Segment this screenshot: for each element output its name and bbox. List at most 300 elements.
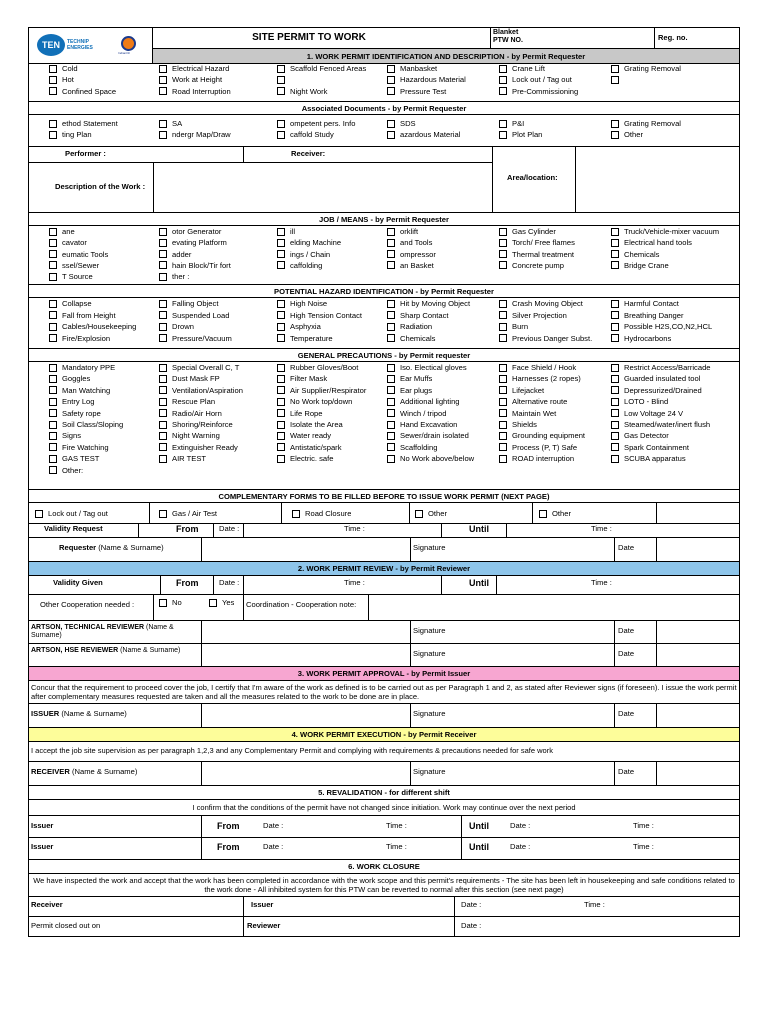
comp-road-closure[interactable] xyxy=(292,508,351,519)
checkbox[interactable] xyxy=(611,334,619,342)
associated-option[interactable] xyxy=(159,129,275,140)
checkbox[interactable] xyxy=(159,375,167,383)
checkbox[interactable] xyxy=(499,76,507,84)
hazards-option[interactable] xyxy=(49,298,157,309)
job-means-option[interactable] xyxy=(387,249,497,260)
section1-option[interactable] xyxy=(499,63,609,74)
precautions-option[interactable] xyxy=(387,419,497,430)
checkbox[interactable] xyxy=(277,120,285,128)
precautions-option[interactable] xyxy=(159,453,275,464)
checkbox[interactable] xyxy=(499,386,507,394)
checkbox[interactable] xyxy=(49,466,57,474)
hazards-option[interactable] xyxy=(159,321,275,332)
checkbox[interactable] xyxy=(499,432,507,440)
checkbox[interactable] xyxy=(49,386,57,394)
hazards-option[interactable] xyxy=(49,333,157,344)
precautions-option[interactable] xyxy=(277,396,385,407)
section1-option[interactable] xyxy=(49,63,157,74)
precautions-option[interactable] xyxy=(499,408,609,419)
precautions-option[interactable] xyxy=(49,385,157,396)
job-means-option[interactable] xyxy=(49,271,157,282)
checkbox[interactable] xyxy=(387,375,395,383)
checkbox[interactable] xyxy=(159,120,167,128)
checkbox[interactable] xyxy=(499,228,507,236)
checkbox[interactable] xyxy=(277,261,285,269)
checkbox[interactable] xyxy=(49,409,57,417)
checkbox[interactable] xyxy=(49,273,57,281)
hazards-option[interactable] xyxy=(49,310,157,321)
checkbox[interactable] xyxy=(49,323,57,331)
checkbox[interactable] xyxy=(387,65,395,73)
precautions-option[interactable] xyxy=(159,430,275,441)
checkbox[interactable] xyxy=(387,432,395,440)
checkbox[interactable] xyxy=(611,76,619,84)
checkbox[interactable] xyxy=(159,409,167,417)
precautions-option[interactable] xyxy=(499,442,609,453)
hazards-option[interactable] xyxy=(49,321,157,332)
checkbox[interactable] xyxy=(49,261,57,269)
checkbox[interactable] xyxy=(611,443,619,451)
checkbox[interactable] xyxy=(49,421,57,429)
checkbox[interactable] xyxy=(277,421,285,429)
section1-option[interactable] xyxy=(49,74,157,85)
section1-option[interactable] xyxy=(499,74,609,85)
precautions-option[interactable] xyxy=(49,362,157,373)
checkbox[interactable] xyxy=(277,364,285,372)
precautions-option[interactable] xyxy=(499,362,609,373)
precautions-option[interactable] xyxy=(387,442,497,453)
checkbox[interactable] xyxy=(159,455,167,463)
checkbox[interactable] xyxy=(49,65,57,73)
section1-option[interactable] xyxy=(159,86,275,97)
hazards-option[interactable] xyxy=(499,333,609,344)
section1-option[interactable] xyxy=(387,74,497,85)
checkbox[interactable] xyxy=(611,421,619,429)
checkbox[interactable] xyxy=(49,311,57,319)
hazards-option[interactable] xyxy=(611,298,737,309)
checkbox[interactable] xyxy=(159,300,167,308)
precautions-option[interactable] xyxy=(277,373,385,384)
checkbox[interactable] xyxy=(159,323,167,331)
checkbox[interactable] xyxy=(611,455,619,463)
job-means-option[interactable] xyxy=(159,226,275,237)
precautions-option[interactable] xyxy=(277,385,385,396)
checkbox[interactable] xyxy=(387,250,395,258)
checkbox[interactable] xyxy=(387,398,395,406)
job-means-option[interactable] xyxy=(277,237,385,248)
checkbox[interactable] xyxy=(611,250,619,258)
precautions-option[interactable] xyxy=(387,396,497,407)
precautions-option[interactable] xyxy=(499,419,609,430)
associated-option[interactable] xyxy=(611,118,737,129)
precautions-option[interactable] xyxy=(387,385,497,396)
checkbox[interactable] xyxy=(277,323,285,331)
hazards-option[interactable] xyxy=(387,298,497,309)
checkbox[interactable] xyxy=(277,300,285,308)
hazards-option[interactable] xyxy=(499,298,609,309)
checkbox[interactable] xyxy=(387,364,395,372)
coop-no[interactable] xyxy=(159,597,182,608)
checkbox[interactable] xyxy=(499,375,507,383)
checkbox[interactable] xyxy=(277,87,285,95)
hazards-option[interactable] xyxy=(611,321,737,332)
checkbox[interactable] xyxy=(387,443,395,451)
comp-lockout[interactable] xyxy=(35,508,108,519)
precautions-option[interactable] xyxy=(611,430,737,441)
checkbox[interactable] xyxy=(159,443,167,451)
checkbox[interactable] xyxy=(159,250,167,258)
precautions-option[interactable] xyxy=(49,396,157,407)
checkbox[interactable] xyxy=(387,228,395,236)
job-means-option[interactable] xyxy=(611,249,737,260)
precautions-option[interactable] xyxy=(159,373,275,384)
checkbox[interactable] xyxy=(499,300,507,308)
checkbox[interactable] xyxy=(49,120,57,128)
hazards-option[interactable] xyxy=(387,333,497,344)
associated-option[interactable] xyxy=(387,129,497,140)
checkbox[interactable] xyxy=(387,409,395,417)
precautions-option[interactable] xyxy=(499,373,609,384)
description-field[interactable] xyxy=(154,163,491,211)
requester-name-field[interactable] xyxy=(202,538,410,560)
checkbox[interactable] xyxy=(159,334,167,342)
checkbox[interactable] xyxy=(499,398,507,406)
job-means-option[interactable] xyxy=(49,260,157,271)
checkbox[interactable] xyxy=(277,375,285,383)
section1-option[interactable] xyxy=(387,63,497,74)
hazards-option[interactable] xyxy=(159,298,275,309)
precautions-option[interactable] xyxy=(277,442,385,453)
precautions-option[interactable] xyxy=(611,396,737,407)
comp-other-1[interactable] xyxy=(415,508,447,519)
precautions-option[interactable] xyxy=(159,385,275,396)
precautions-option[interactable] xyxy=(49,373,157,384)
section1-option[interactable] xyxy=(277,74,385,85)
checkbox[interactable] xyxy=(49,455,57,463)
checkbox[interactable] xyxy=(611,432,619,440)
checkbox[interactable] xyxy=(499,409,507,417)
precautions-option[interactable] xyxy=(49,465,157,476)
checkbox[interactable] xyxy=(387,261,395,269)
checkbox[interactable] xyxy=(611,409,619,417)
comp-gas-air[interactable] xyxy=(159,508,217,519)
checkbox[interactable] xyxy=(499,131,507,139)
section6-title xyxy=(29,860,739,873)
associated-option[interactable] xyxy=(49,118,157,129)
checkbox[interactable] xyxy=(159,386,167,394)
checkbox[interactable] xyxy=(159,261,167,269)
associated-option[interactable] xyxy=(611,129,737,140)
precautions-option[interactable] xyxy=(611,453,737,464)
checkbox[interactable] xyxy=(611,239,619,247)
precautions-option[interactable] xyxy=(49,442,157,453)
checkbox[interactable] xyxy=(387,323,395,331)
checkbox[interactable] xyxy=(159,273,167,281)
precautions-option[interactable] xyxy=(499,453,609,464)
precautions-option[interactable] xyxy=(277,430,385,441)
precautions-option-label: Air Supplier/Respirator xyxy=(290,385,367,395)
section1-option[interactable] xyxy=(611,74,737,85)
checkbox[interactable] xyxy=(387,131,395,139)
hazards-option[interactable] xyxy=(159,333,275,344)
checkbox[interactable] xyxy=(159,364,167,372)
checkbox[interactable] xyxy=(387,334,395,342)
checkbox[interactable] xyxy=(49,398,57,406)
job-means-option-label: ssel/Sewer xyxy=(62,260,100,270)
precautions-option[interactable] xyxy=(159,442,275,453)
checkbox[interactable] xyxy=(499,250,507,258)
area-field[interactable] xyxy=(576,147,738,211)
checkbox[interactable] xyxy=(499,87,507,95)
job-means-option[interactable] xyxy=(159,237,275,248)
checkbox[interactable] xyxy=(387,455,395,463)
section1-option[interactable] xyxy=(387,86,497,97)
job-means-option[interactable] xyxy=(611,237,737,248)
job-means-option[interactable] xyxy=(499,249,609,260)
checkbox[interactable] xyxy=(159,76,167,84)
checkbox[interactable] xyxy=(49,334,57,342)
job-means-option[interactable] xyxy=(159,249,275,260)
precautions-option[interactable] xyxy=(159,419,275,430)
checkbox[interactable] xyxy=(611,120,619,128)
precautions-option[interactable] xyxy=(499,396,609,407)
checkbox[interactable] xyxy=(49,443,57,451)
associated-option[interactable] xyxy=(277,118,385,129)
checkbox[interactable] xyxy=(387,76,395,84)
job-means-option[interactable] xyxy=(611,260,737,271)
precautions-option[interactable] xyxy=(387,373,497,384)
section1-option[interactable] xyxy=(159,63,275,74)
section1-option[interactable] xyxy=(49,86,157,97)
hazards-option[interactable] xyxy=(499,321,609,332)
job-means-option[interactable] xyxy=(499,237,609,248)
precautions-option[interactable] xyxy=(159,396,275,407)
checkbox[interactable] xyxy=(499,443,507,451)
checkbox[interactable] xyxy=(277,386,285,394)
precautions-option[interactable] xyxy=(49,419,157,430)
section1-option[interactable] xyxy=(277,63,385,74)
precautions-option[interactable] xyxy=(159,408,275,419)
checkbox[interactable] xyxy=(277,443,285,451)
job-means-option[interactable] xyxy=(49,226,157,237)
job-means-option[interactable] xyxy=(159,260,275,271)
job-means-option[interactable] xyxy=(387,237,497,248)
checkbox[interactable] xyxy=(159,65,167,73)
associated-option[interactable] xyxy=(499,118,609,129)
hazards-option[interactable] xyxy=(277,321,385,332)
associated-option[interactable] xyxy=(159,118,275,129)
checkbox[interactable] xyxy=(611,261,619,269)
checkbox[interactable] xyxy=(277,432,285,440)
coop-yes[interactable] xyxy=(209,597,234,608)
checkbox[interactable] xyxy=(277,65,285,73)
checkbox[interactable] xyxy=(387,300,395,308)
checkbox[interactable] xyxy=(277,76,285,84)
job-means-option[interactable] xyxy=(49,237,157,248)
precautions-option-label: Lifejacket xyxy=(512,385,545,395)
checkbox[interactable] xyxy=(49,364,57,372)
checkbox[interactable] xyxy=(49,76,57,84)
precautions-option[interactable] xyxy=(277,453,385,464)
receiver-date: Date xyxy=(618,767,635,776)
checkbox[interactable] xyxy=(499,239,507,247)
precautions-option[interactable] xyxy=(49,453,157,464)
section1-option-label: Grating Removal xyxy=(624,64,681,73)
checkbox[interactable] xyxy=(49,131,57,139)
associated-option[interactable] xyxy=(277,129,385,140)
checkbox[interactable] xyxy=(159,398,167,406)
precautions-option[interactable] xyxy=(387,362,497,373)
checkbox[interactable] xyxy=(277,398,285,406)
checkbox[interactable] xyxy=(611,65,619,73)
associated-option[interactable] xyxy=(387,118,497,129)
hazards-option[interactable] xyxy=(277,333,385,344)
checkbox[interactable] xyxy=(159,421,167,429)
hazards-option[interactable] xyxy=(499,310,609,321)
job-means-option[interactable] xyxy=(387,226,497,237)
job-means-option[interactable] xyxy=(611,226,737,237)
checkbox[interactable] xyxy=(209,599,217,607)
reval1-until: Until xyxy=(469,821,489,831)
checkbox[interactable] xyxy=(49,375,57,383)
section1-option[interactable] xyxy=(611,63,737,74)
checkbox[interactable] xyxy=(277,334,285,342)
checkbox[interactable] xyxy=(611,131,619,139)
checkbox[interactable] xyxy=(539,510,547,518)
checkbox[interactable] xyxy=(35,510,43,518)
associated-option-label: azardous Material xyxy=(400,130,461,140)
job-means-option[interactable] xyxy=(499,226,609,237)
checkbox[interactable] xyxy=(49,239,57,247)
checkbox[interactable] xyxy=(277,409,285,417)
checkbox[interactable] xyxy=(292,510,300,518)
checkbox[interactable] xyxy=(611,398,619,406)
precautions-option[interactable] xyxy=(611,442,737,453)
checkbox[interactable] xyxy=(499,364,507,372)
precautions-option-label: Ear plugs xyxy=(400,385,433,395)
checkbox[interactable] xyxy=(415,510,423,518)
precautions-option[interactable] xyxy=(277,408,385,419)
precautions-option[interactable] xyxy=(277,362,385,373)
precautions-option[interactable] xyxy=(49,430,157,441)
job-means-option[interactable] xyxy=(277,226,385,237)
checkbox[interactable] xyxy=(159,432,167,440)
precautions-option-label: Radio/Air Horn xyxy=(172,408,222,418)
checkbox[interactable] xyxy=(611,228,619,236)
hazards-option[interactable] xyxy=(159,310,275,321)
hazards-option[interactable] xyxy=(611,310,737,321)
hazards-option[interactable] xyxy=(611,333,737,344)
checkbox[interactable] xyxy=(611,323,619,331)
job-means-option[interactable] xyxy=(277,260,385,271)
precautions-option[interactable] xyxy=(387,408,497,419)
checkbox[interactable] xyxy=(611,311,619,319)
job-means-option[interactable] xyxy=(387,260,497,271)
hazards-option[interactable] xyxy=(387,310,497,321)
checkbox[interactable] xyxy=(159,131,167,139)
checkbox[interactable] xyxy=(387,421,395,429)
precautions-option-label: Depressurized/Drained xyxy=(624,385,702,395)
checkbox[interactable] xyxy=(159,599,167,607)
checkbox[interactable] xyxy=(499,65,507,73)
job-means-option-label: Torch/ Free flames xyxy=(512,238,575,248)
hazards-option[interactable] xyxy=(387,321,497,332)
checkbox[interactable] xyxy=(277,311,285,319)
precautions-option[interactable] xyxy=(611,385,737,396)
precautions-option[interactable] xyxy=(387,430,497,441)
section1-option[interactable] xyxy=(159,74,275,85)
precautions-option[interactable] xyxy=(611,408,737,419)
associated-option[interactable] xyxy=(49,129,157,140)
checkbox[interactable] xyxy=(277,455,285,463)
checkbox[interactable] xyxy=(159,311,167,319)
checkbox[interactable] xyxy=(49,432,57,440)
precautions-option[interactable] xyxy=(387,453,497,464)
checkbox[interactable] xyxy=(387,87,395,95)
checkbox[interactable] xyxy=(49,87,57,95)
job-means-option[interactable] xyxy=(277,249,385,260)
checkbox[interactable] xyxy=(499,421,507,429)
precautions-option[interactable] xyxy=(49,408,157,419)
checkbox[interactable] xyxy=(499,120,507,128)
checkbox[interactable] xyxy=(277,228,285,236)
checkbox[interactable] xyxy=(159,228,167,236)
checkbox[interactable] xyxy=(499,334,507,342)
checkbox[interactable] xyxy=(159,87,167,95)
checkbox[interactable] xyxy=(277,239,285,247)
hazards-option[interactable] xyxy=(277,310,385,321)
associated-option[interactable] xyxy=(499,129,609,140)
job-means-option[interactable] xyxy=(499,260,609,271)
checkbox[interactable] xyxy=(387,239,395,247)
precautions-option[interactable] xyxy=(159,362,275,373)
checkbox[interactable] xyxy=(611,300,619,308)
precautions-option-label: Guarded insulated tool xyxy=(624,374,701,384)
precautions-option[interactable] xyxy=(611,419,737,430)
checkbox[interactable] xyxy=(499,261,507,269)
job-means-option-label: otor Generator xyxy=(172,227,222,236)
checkbox[interactable] xyxy=(277,250,285,258)
checkbox[interactable] xyxy=(499,455,507,463)
section1-option-label: Scaffold Fenced Areas xyxy=(290,64,367,73)
precautions-option[interactable] xyxy=(611,362,737,373)
checkbox[interactable] xyxy=(277,131,285,139)
hazards-option[interactable] xyxy=(277,298,385,309)
checkbox[interactable] xyxy=(499,311,507,319)
job-means-option[interactable] xyxy=(159,271,275,282)
checkbox[interactable] xyxy=(49,300,57,308)
section1-option[interactable] xyxy=(499,86,609,97)
checkbox[interactable] xyxy=(159,239,167,247)
checkbox[interactable] xyxy=(387,311,395,319)
checkbox[interactable] xyxy=(49,250,57,258)
checkbox[interactable] xyxy=(49,228,57,236)
precautions-option[interactable] xyxy=(611,373,737,384)
checkbox[interactable] xyxy=(499,323,507,331)
section1-option[interactable] xyxy=(277,86,385,97)
checkbox[interactable] xyxy=(387,386,395,394)
checkbox[interactable] xyxy=(611,364,619,372)
precautions-option[interactable] xyxy=(499,385,609,396)
comp-other-2[interactable] xyxy=(539,508,571,519)
checkbox[interactable] xyxy=(611,375,619,383)
precautions-option[interactable] xyxy=(499,430,609,441)
job-means-option[interactable] xyxy=(49,249,157,260)
checkbox[interactable] xyxy=(387,120,395,128)
checkbox[interactable] xyxy=(611,386,619,394)
checkbox[interactable] xyxy=(159,510,167,518)
precautions-option[interactable] xyxy=(277,419,385,430)
